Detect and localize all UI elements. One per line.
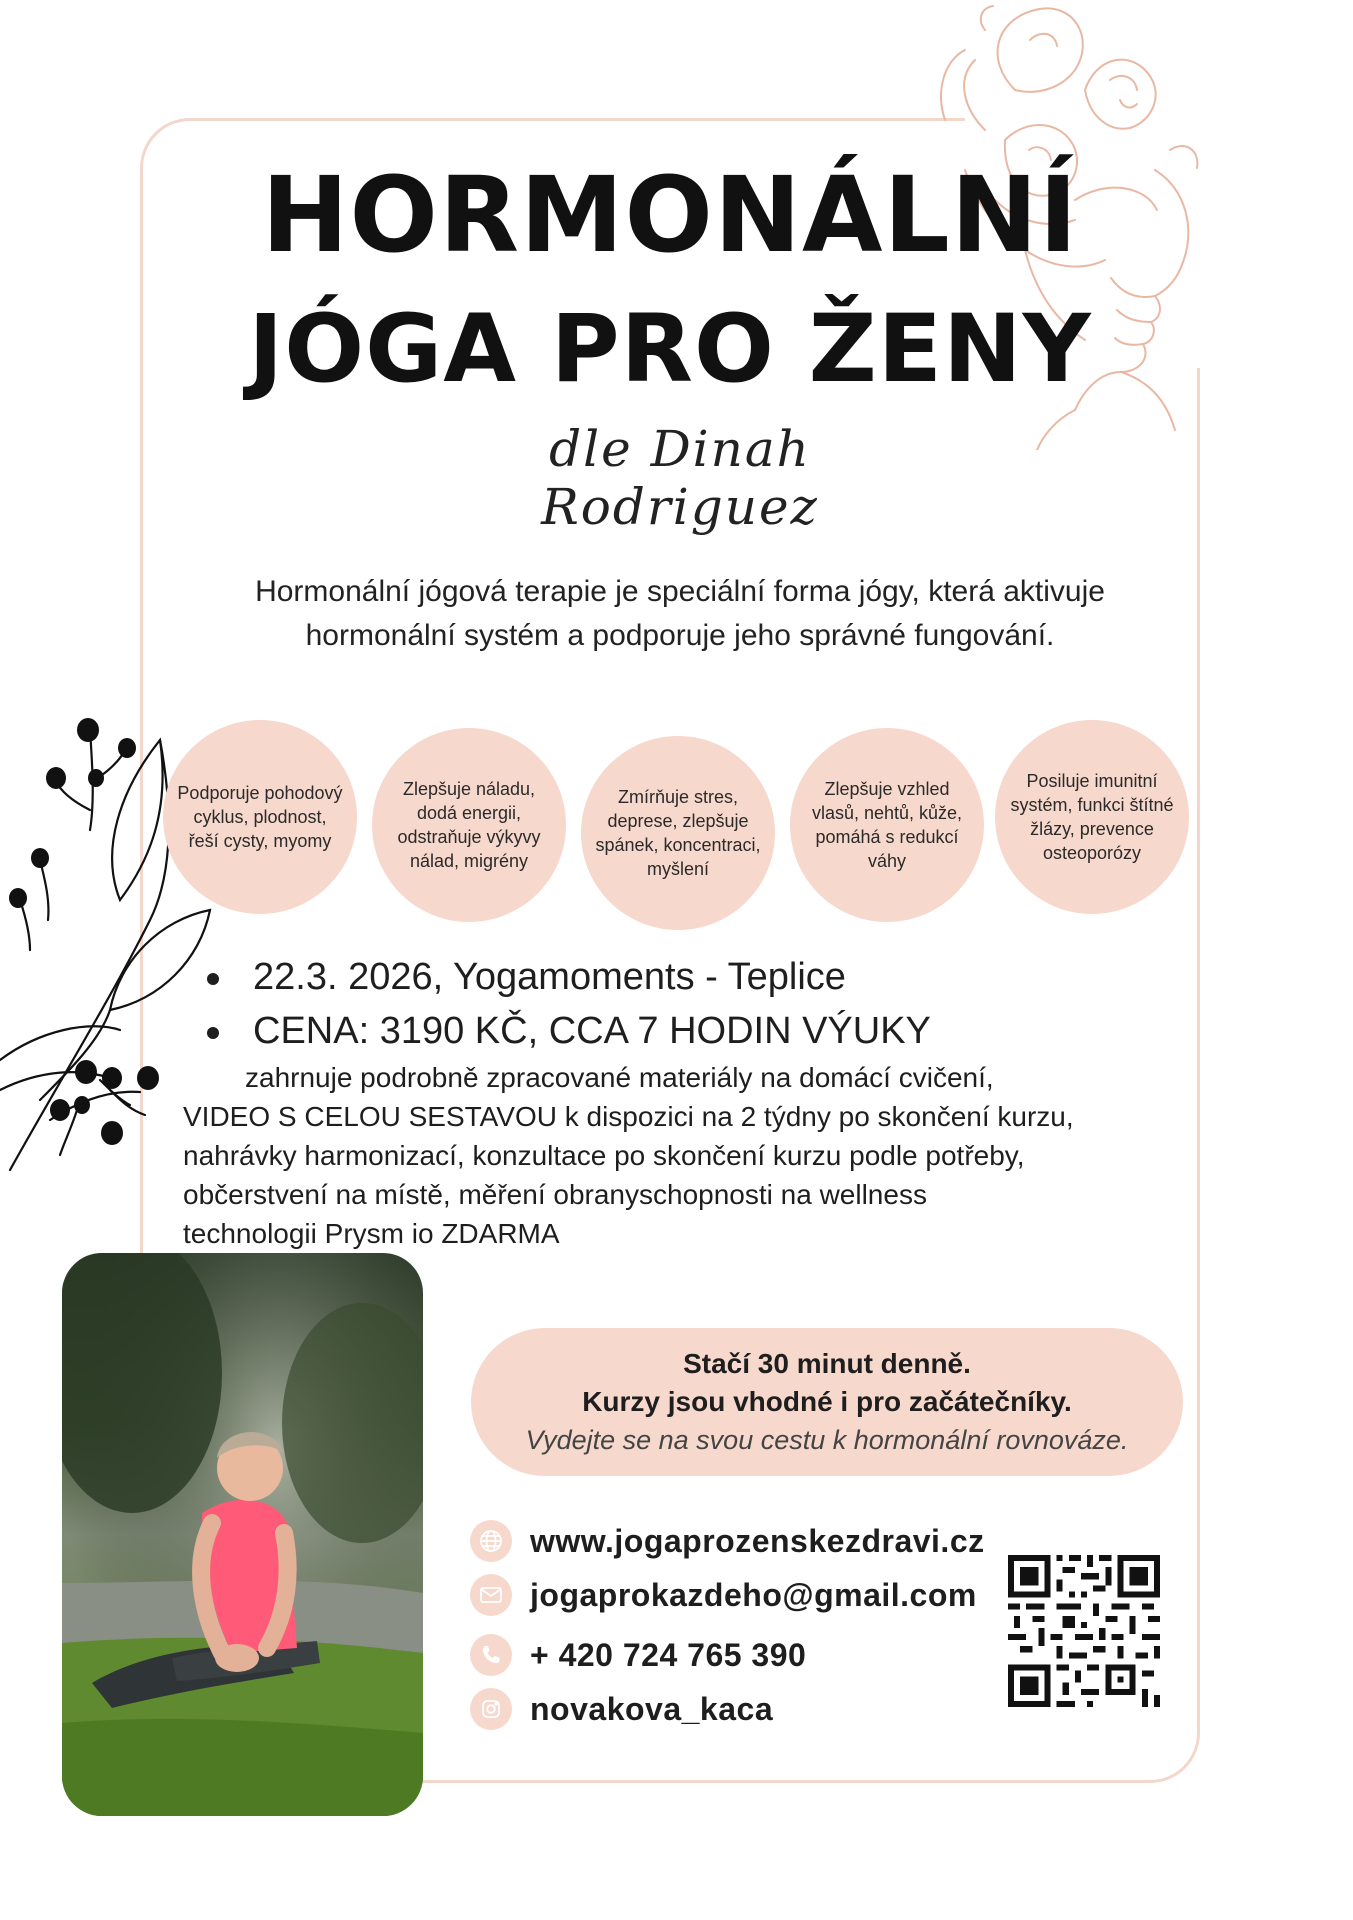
instructor-photo (62, 1253, 423, 1816)
callout-pill (471, 1328, 1183, 1476)
phone-icon (470, 1634, 512, 1676)
contact-instagram[interactable] (470, 1688, 773, 1730)
details-line-5: technologii Prysm io ZDARMA (183, 1218, 560, 1249)
contact-web[interactable] (470, 1520, 985, 1562)
details-line-4: občerstvení na místě, měření obranyschopnosti na wellness (183, 1179, 927, 1210)
callout-line-3: Vydejte se na svou cestu k hormonální rovnováze. (525, 1425, 1129, 1455)
qr-code[interactable] (1008, 1555, 1160, 1707)
event-bullets (205, 950, 931, 1058)
contact-web-text[interactable]: www.jogaprozenskezdravi.cz (530, 1522, 985, 1559)
page-title-line-2: JÓGA PRO ŽENY (248, 295, 1092, 404)
benefit-circle-5: Posiluje imunitní systém, funkci štítné žlázy, prevence osteoporózy (995, 720, 1189, 914)
instagram-icon (470, 1688, 512, 1730)
benefit-circle-3: Zmírňuje stres, deprese, zlepšuje spánek, koncentraci, myšlení (581, 736, 775, 930)
callout-line-1: Stačí 30 minut denně. (683, 1348, 971, 1379)
callout-line-2: Kurzy jsou vhodné i pro začátečníky. (582, 1386, 1072, 1417)
envelope-icon (470, 1574, 512, 1616)
contact-email[interactable] (470, 1574, 977, 1616)
globe-icon (470, 1520, 512, 1562)
benefit-circle-2: Zlepšuje náladu, dodá energii, odstraňuje výkyvy nálad, migrény (372, 728, 566, 922)
intro-line-2: hormonální systém a podporuje jeho správné fungování. (305, 619, 1055, 652)
intro-line-1: Hormonální jógová terapie je speciální forma jógy, která aktivuje (255, 575, 1105, 608)
instructor-photo-illustration (62, 1253, 423, 1816)
contact-phone[interactable] (470, 1634, 806, 1676)
event-date-place: 22.3. 2026, Yogamoments - Teplice (205, 950, 931, 1004)
course-details (183, 1058, 1173, 1253)
details-line-2: VIDEO S CELOU SESTAVOU k dispozici na 2 týdny po skončení kurzu, (183, 1101, 1074, 1132)
benefit-circle-4: Zlepšuje vzhled vlasů, nehtů, kůže, pomáhá s redukcí váhy (790, 728, 984, 922)
benefit-circle-1: Podporuje pohodový cyklus, plodnost, řeší cysty, myomy (163, 720, 357, 914)
subtitle-script: dle Dinah Rodriguez (541, 420, 819, 536)
contact-phone-text[interactable]: + 420 724 765 390 (530, 1636, 807, 1673)
event-price: CENA: 3190 KČ, CCA 7 HODIN VÝUKY (205, 1004, 931, 1058)
details-line-1: zahrnuje podrobně zpracované materiály na domácí cvičení, (245, 1062, 994, 1093)
details-line-3: nahrávky harmonizací, konzultace po skončení kurzu podle potřeby, (183, 1140, 1025, 1171)
page-title-line-1: HORMONÁLNÍ (261, 154, 1079, 276)
contact-instagram-text[interactable]: novakova_kaca (530, 1690, 774, 1727)
contact-email-text[interactable]: jogaprokazdeho@gmail.com (530, 1576, 977, 1613)
intro-text (170, 570, 1190, 658)
